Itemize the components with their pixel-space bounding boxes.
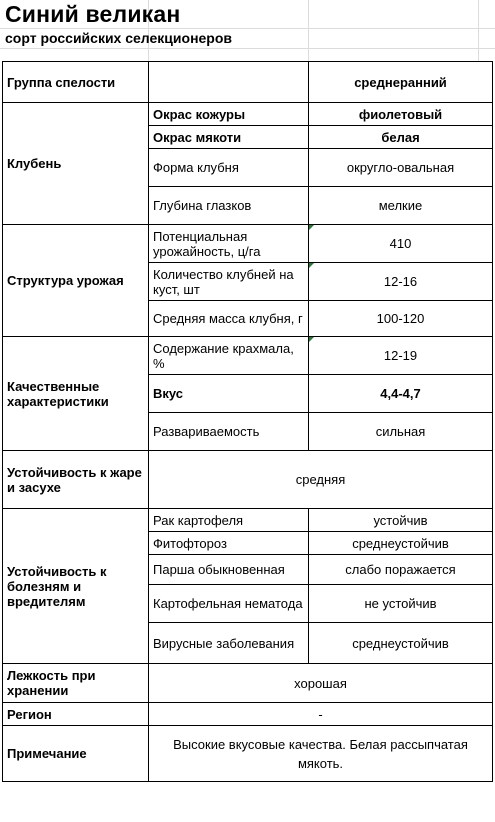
page-title: Синий великан — [5, 1, 181, 27]
row-value: 12-19 — [309, 337, 493, 375]
grid-line — [0, 48, 495, 49]
row-value: сильная — [309, 413, 493, 451]
row-value: мелкие — [309, 187, 493, 225]
disease-label: Устойчивость к болезням и вредителям — [3, 509, 149, 664]
row-name: Форма клубня — [149, 149, 309, 187]
row-name: Окрас кожуры — [149, 103, 309, 126]
row-name: Окрас мякоти — [149, 126, 309, 149]
yield-label: Структура урожая — [3, 225, 149, 337]
heat-value: средняя — [149, 451, 493, 509]
grid-line — [308, 0, 309, 62]
row-value: не устойчив — [309, 585, 493, 623]
region-label: Регион — [3, 703, 149, 726]
note-value: Высокие вкусовые качества. Белая рассыпчатая мякоть. — [149, 726, 493, 782]
row-name: Вирусные заболевания — [149, 623, 309, 664]
note-label: Примечание — [3, 726, 149, 782]
row-value: 12-16 — [309, 263, 493, 301]
row-value: округло-овальная — [309, 149, 493, 187]
tuber-label: Клубень — [3, 103, 149, 225]
table-row — [3, 62, 493, 103]
table-row — [3, 664, 493, 703]
row-value: 410 — [309, 225, 493, 263]
table-row — [3, 103, 493, 126]
storage-label: Лежкость при хранении — [3, 664, 149, 703]
row-name: Фитофтороз — [149, 532, 309, 555]
row-name: Потенциальная урожайность, ц/га — [149, 225, 309, 263]
table-row — [3, 337, 493, 375]
table-row — [3, 509, 493, 532]
table-row — [3, 703, 493, 726]
row-name: Рак картофеля — [149, 509, 309, 532]
page-subtitle: сорт российских селекционеров — [5, 30, 233, 46]
row-name: Парша обыкновенная — [149, 555, 309, 585]
region-value: - — [149, 703, 493, 726]
row-value: белая — [309, 126, 493, 149]
storage-value: хорошая — [149, 664, 493, 703]
quality-label: Качественные характеристики — [3, 337, 149, 451]
row-name: Средняя масса клубня, г — [149, 301, 309, 337]
row-value: среднеустойчив — [309, 532, 493, 555]
row-value: фиолетовый — [309, 103, 493, 126]
table-row — [3, 225, 493, 263]
row-name: Картофельная нематода — [149, 585, 309, 623]
row-value: слабо поражается — [309, 555, 493, 585]
row-value: 100-120 — [309, 301, 493, 337]
empty-cell — [149, 62, 309, 103]
row-value: 4,4-4,7 — [309, 375, 493, 413]
row-name: Количество клубней на куст, шт — [149, 263, 309, 301]
row-value: устойчив — [309, 509, 493, 532]
ripeness-label: Группа спелости — [3, 62, 149, 103]
table-row — [3, 726, 493, 782]
ripeness-value: среднеранний — [309, 62, 493, 103]
heat-label: Устойчивость к жаре и засухе — [3, 451, 149, 509]
row-name: Вкус — [149, 375, 309, 413]
row-value: среднеустойчив — [309, 623, 493, 664]
row-name: Глубина глазков — [149, 187, 309, 225]
table-row — [3, 451, 493, 509]
row-name: Развариваемость — [149, 413, 309, 451]
grid-line — [478, 0, 479, 62]
variety-table — [2, 61, 493, 782]
row-name: Содержание крахмала, % — [149, 337, 309, 375]
